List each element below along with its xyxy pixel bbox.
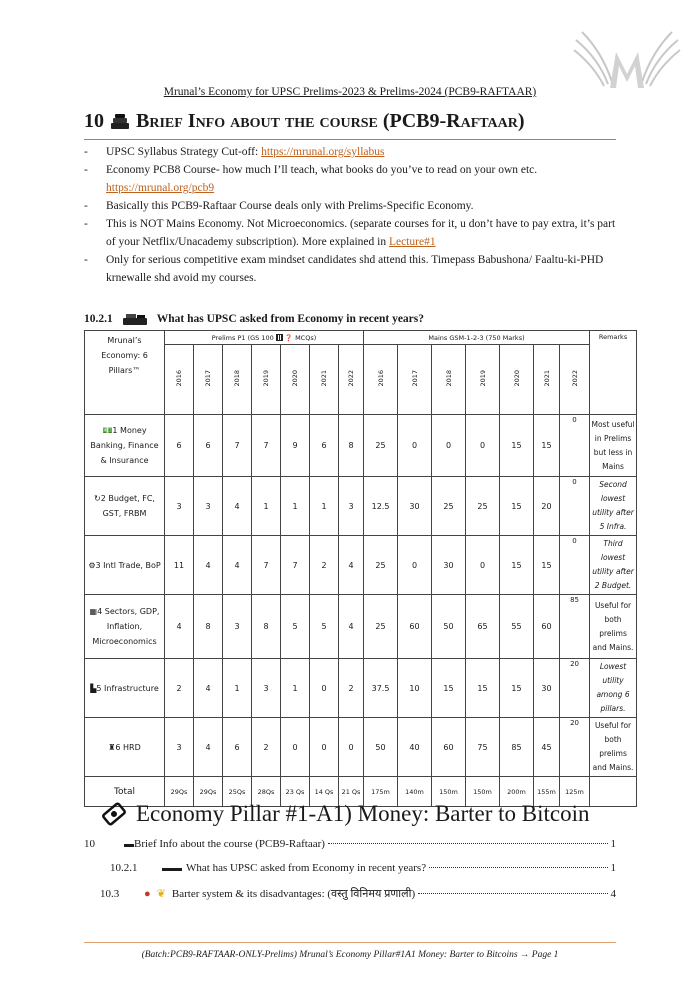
pillars-column-header: Mrunal’s Economy: 6 Pillars™	[85, 331, 165, 415]
mains-2022-cell: 20	[560, 659, 590, 718]
prelims-cell: 5	[281, 595, 310, 659]
mains-cell: 25	[364, 536, 398, 595]
mains-cell: 0	[466, 536, 500, 595]
prelims-cell: 11	[165, 536, 194, 595]
remark-cell: Second lowest utility after 5 Infra.	[590, 477, 637, 536]
subsection-number: 10.2.1	[84, 313, 113, 325]
total-cell: 125m	[560, 777, 590, 807]
mains-cell: 15	[534, 415, 560, 477]
prelims-cell: 3	[252, 659, 281, 718]
trade-icon: ⚙	[88, 560, 96, 570]
prelims-cell: 4	[339, 536, 364, 595]
mains-cell: 25	[432, 477, 466, 536]
prelims-cell: 0	[281, 718, 310, 777]
mains-cell: 15	[432, 659, 466, 718]
remarks-column-header: Remarks	[590, 331, 637, 415]
pillar-label: ▙5 Infrastructure	[85, 659, 165, 718]
year-header: 2016	[165, 345, 194, 415]
mains-cell: 85	[500, 718, 534, 777]
year-header: 2020	[281, 345, 310, 415]
total-cell: 175m	[364, 777, 398, 807]
books-icon: ▬	[124, 839, 134, 850]
total-cell: 29Qs	[165, 777, 194, 807]
prelims-cell: 2	[310, 536, 339, 595]
total-label: Total	[85, 777, 165, 807]
mains-cell: 15	[534, 536, 560, 595]
year-header: 2018	[223, 345, 252, 415]
prelims-cell: 9	[281, 415, 310, 477]
pillar-label: ♜6 HRD	[85, 718, 165, 777]
pillar-heading: Economy Pillar #1-A1) Money: Barter to Bitcoin	[100, 800, 590, 828]
mains-2022-cell: 0	[560, 415, 590, 477]
total-cell: 150m	[466, 777, 500, 807]
mains-cell: 0	[398, 536, 432, 595]
year-header: 2022	[339, 345, 364, 415]
prelims-cell: 8	[339, 415, 364, 477]
year-header: 2016	[364, 345, 398, 415]
bag-icon: ●	[144, 888, 151, 900]
pillar-row	[85, 595, 637, 659]
prelims-cell: 7	[281, 536, 310, 595]
mains-cell: 25	[364, 415, 398, 477]
toc-entry[interactable]: 10.3 ● ❦ Barter system & its disadvantages: (वस्तु विनिमय प्रणाली) 4	[100, 888, 616, 900]
mains-2022-cell: 0	[560, 477, 590, 536]
mains-cell: 37.5	[364, 659, 398, 718]
mains-cell: 25	[466, 477, 500, 536]
total-cell: 28Qs	[252, 777, 281, 807]
pillar-label: ↻2 Budget, FC, GST, FRBM	[85, 477, 165, 536]
prelims-cell: 1	[252, 477, 281, 536]
year-header: 2020	[500, 345, 534, 415]
pillar-label: ▦4 Sectors, GDP, Inflation, Microeconomics	[85, 595, 165, 659]
mains-cell: 60	[398, 595, 432, 659]
prelims-cell: 4	[194, 718, 223, 777]
prelims-cell: 3	[339, 477, 364, 536]
prelims-cell: 0	[310, 718, 339, 777]
total-cell: 150m	[432, 777, 466, 807]
mains-cell: 0	[432, 415, 466, 477]
mains-column-header: Mains GSM-1-2-3 (750 Marks)	[364, 331, 590, 345]
section-heading	[84, 110, 525, 133]
total-cell: 21 Qs	[339, 777, 364, 807]
prelims-cell: 0	[339, 718, 364, 777]
pillar-row	[85, 718, 637, 777]
prelims-cell: 3	[165, 477, 194, 536]
total-cell: 200m	[500, 777, 534, 807]
money-tag-icon	[100, 800, 128, 828]
remark-cell: Most useful in Prelims but less in Mains	[590, 415, 637, 477]
mains-cell: 0	[398, 415, 432, 477]
pillar-row	[85, 415, 637, 477]
prelims-cell: 4	[194, 659, 223, 718]
bullet-list	[84, 143, 616, 287]
heading-rule	[84, 139, 616, 140]
prelims-cell: 6	[223, 718, 252, 777]
total-cell: 140m	[398, 777, 432, 807]
subsection-title: What has UPSC asked from Economy in recent years?	[156, 313, 425, 325]
total-cell: 29Qs	[194, 777, 223, 807]
prelims-cell: 6	[165, 415, 194, 477]
mains-cell: 10	[398, 659, 432, 718]
refresh-icon: ↻	[94, 494, 101, 503]
mains-cell: 15	[500, 415, 534, 477]
mains-cell: 65	[466, 595, 500, 659]
prelims-cell: 3	[165, 718, 194, 777]
building-icon: ▙	[90, 683, 97, 693]
bullet-item: - UPSC Syllabus Strategy Cut-off: https://mrunal.org/syllabus	[84, 143, 616, 161]
mains-cell: 20	[534, 477, 560, 536]
bullet-item: - Economy PCB8 Course- how much I’ll teach, what books do you’ve to read on your own etc. https://mrunal.org/pcb9	[84, 161, 616, 197]
running-header: Mrunal’s Economy for UPSC Prelims-2023 & Prelims-2024 (PCB9-RAFTAAR)	[163, 86, 537, 98]
pillar-row	[85, 477, 637, 536]
mains-cell: 55	[500, 595, 534, 659]
prelims-cell: 0	[310, 659, 339, 718]
bullet-item: - Basically this PCB9-Raftaar Course deals only with Prelims-Specific Economy.	[84, 197, 616, 215]
mains-cell: 40	[398, 718, 432, 777]
winged-m-logo	[572, 22, 682, 100]
prelims-cell: 4	[165, 595, 194, 659]
mains-cell: 15	[500, 659, 534, 718]
computer-icon: ▦	[89, 607, 98, 616]
year-header: 2018	[432, 345, 466, 415]
toc-entry[interactable]: 10.2.1 ▬▬ What has UPSC asked from Economy in recent years? 1	[110, 862, 616, 874]
prelims-cell: 3	[194, 477, 223, 536]
mains-cell: 0	[466, 415, 500, 477]
mains-cell: 30	[398, 477, 432, 536]
year-header: 2021	[310, 345, 339, 415]
prelims-cell: 1	[281, 477, 310, 536]
mains-cell: 30	[432, 536, 466, 595]
prelims-cell: 7	[252, 415, 281, 477]
prelims-cell: 6	[310, 415, 339, 477]
year-header: 2019	[466, 345, 500, 415]
prelims-column-header: Prelims P1 (GS 100 ❓ MCQs)	[165, 331, 364, 345]
mains-2022-cell: 85	[560, 595, 590, 659]
syllabus-link[interactable]: https://mrunal.org/syllabus	[261, 146, 385, 158]
prelims-cell: 4	[223, 477, 252, 536]
total-cell: 23 Qs	[281, 777, 310, 807]
mains-cell: 60	[534, 595, 560, 659]
year-header: 2017	[398, 345, 432, 415]
bullet-item: - Only for serious competitive exam mindset candidates shd attend this. Timepass Babushona/ Faaltu-ki-PHD krnewalle shd avoid my courses.	[84, 251, 616, 287]
person-icon: ♜	[108, 742, 116, 752]
bullet-item: - This is NOT Mains Economy. Not Microeconomics. (separate courses for it, u don’t have to pay extra, it’s part of your Netflix/Unacademy subscription). More explained in Lecture#1	[84, 215, 616, 251]
mains-cell: 75	[466, 718, 500, 777]
grain-icon: ❦	[156, 888, 166, 900]
remark-cell: Lowest utility among 6 pillars.	[590, 659, 637, 718]
mains-cell: 50	[364, 718, 398, 777]
total-cell: 155m	[534, 777, 560, 807]
section-number: 10	[84, 110, 104, 132]
prelims-cell: 4	[223, 536, 252, 595]
cash-icon: 💵	[102, 426, 113, 435]
section-title: Brief Info about the course (PCB9-Raftaar)	[136, 110, 525, 132]
pillar-row	[85, 659, 637, 718]
year-header: 2017	[194, 345, 223, 415]
remark-cell: Useful for both prelims and Mains.	[590, 595, 637, 659]
prelims-cell: 4	[194, 536, 223, 595]
prelims-cell: 1	[281, 659, 310, 718]
remark-cell: Useful for both prelims and Mains.	[590, 718, 637, 777]
toc-entry[interactable]: 10 ▬ Brief Info about the course (PCB9-Raftaar) 1	[84, 838, 616, 850]
pillar-label: 💵1 Money Banking, Finance & Insurance	[85, 415, 165, 477]
pcb9-link[interactable]: https://mrunal.org/pcb9	[106, 182, 215, 194]
page-footer: (Batch:PCB9-RAFTAAR-ONLY-Prelims) Mrunal’s Economy Pillar#1A1 Money: Barter to Bitcoins → Page 1	[141, 950, 559, 960]
prelims-cell: 7	[223, 415, 252, 477]
prelims-cell: 3	[223, 595, 252, 659]
prelims-cell: 2	[165, 659, 194, 718]
grid-icon	[276, 334, 283, 341]
year-header: 2019	[252, 345, 281, 415]
mains-cell: 15	[500, 536, 534, 595]
prelims-cell: 2	[252, 718, 281, 777]
prelims-cell: 5	[310, 595, 339, 659]
prelims-cell: 1	[310, 477, 339, 536]
books-icon	[110, 114, 130, 130]
mains-cell: 30	[534, 659, 560, 718]
prelims-cell: 6	[194, 415, 223, 477]
mains-2022-cell: 20	[560, 718, 590, 777]
pillar-row	[85, 536, 637, 595]
lecture1-link[interactable]: Lecture#1	[388, 236, 436, 248]
mains-cell: 15	[466, 659, 500, 718]
year-header: 2022	[560, 345, 590, 415]
footer-rule	[84, 942, 616, 943]
question-icon: ❓	[284, 333, 293, 342]
year-header: 2021	[534, 345, 560, 415]
subsection-heading	[84, 313, 424, 325]
mains-cell: 15	[500, 477, 534, 536]
total-cell: 14 Qs	[310, 777, 339, 807]
mains-cell: 12.5	[364, 477, 398, 536]
prelims-cell: 1	[223, 659, 252, 718]
mains-cell: 45	[534, 718, 560, 777]
prelims-cell: 8	[194, 595, 223, 659]
prelims-cell: 4	[339, 595, 364, 659]
pillar-label: ⚙3 Intl Trade, BoP	[85, 536, 165, 595]
economy-questions-table	[84, 330, 637, 807]
prelims-cell: 7	[252, 536, 281, 595]
books-icon: ▬▬	[162, 863, 182, 874]
mains-2022-cell: 0	[560, 536, 590, 595]
books-icon	[123, 313, 147, 325]
prelims-cell: 2	[339, 659, 364, 718]
remark-cell: Third lowest utility after 2 Budget.	[590, 536, 637, 595]
mains-cell: 50	[432, 595, 466, 659]
mains-cell: 60	[432, 718, 466, 777]
mains-cell: 25	[364, 595, 398, 659]
prelims-cell: 8	[252, 595, 281, 659]
total-cell: 25Qs	[223, 777, 252, 807]
